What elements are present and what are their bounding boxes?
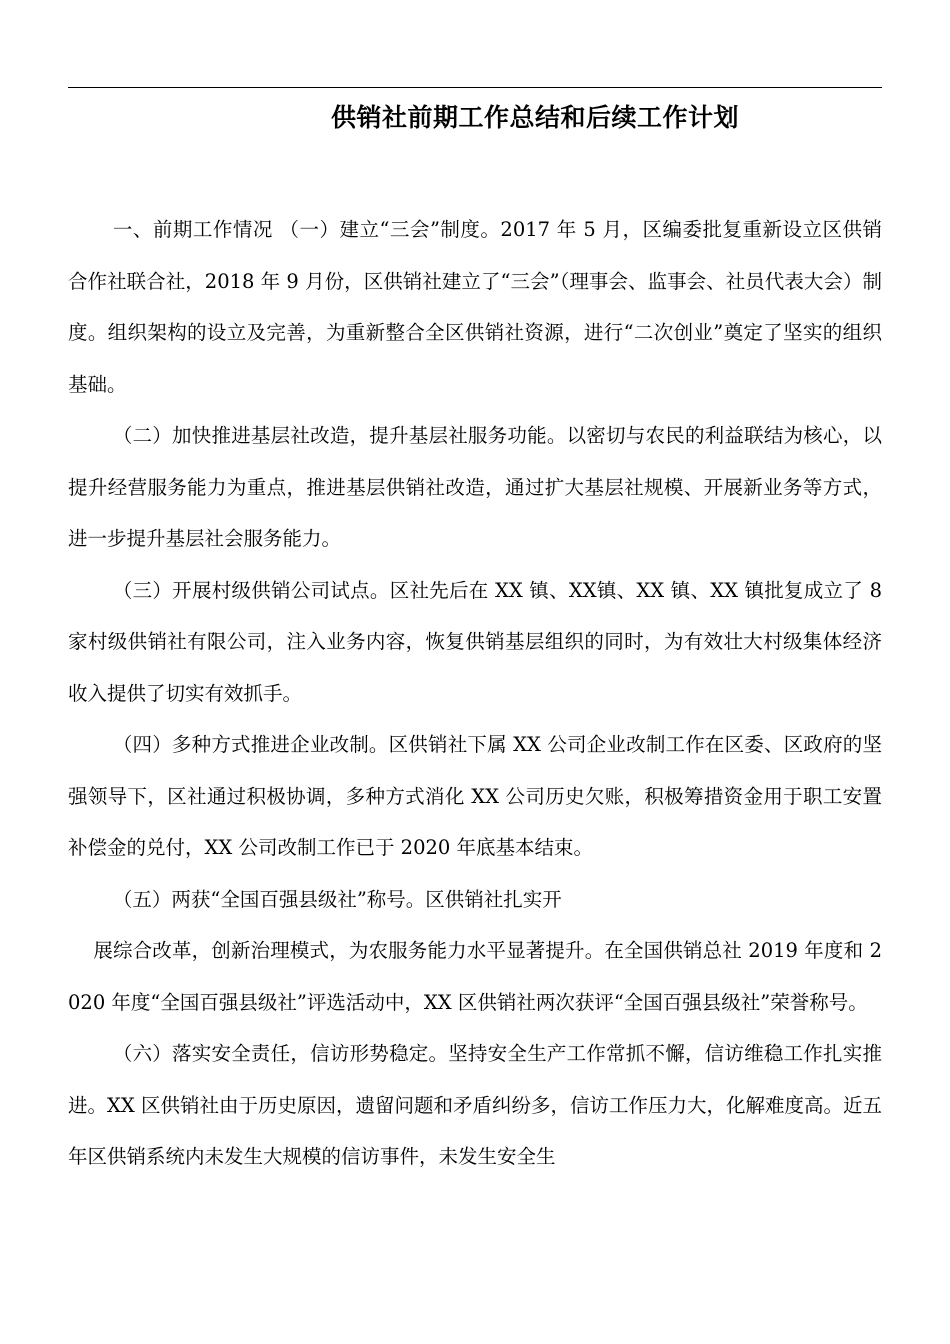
document-title: 供销社前期工作总结和后续工作计划 bbox=[330, 103, 739, 132]
paragraph-3: （三）开展村级供销公司试点。区社先后在 XX 镇、XX镇、XX 镇、XX 镇批复成立了 8 家村级供销社有限公司，注入业务内容，恢复供销基层组织的同时，为有效壮大村级集体经济收入提供了切实有效抓手。 bbox=[68, 578, 882, 705]
paragraph-2: （二）加快推进基层社改造，提升基层社服务功能。以密切与农民的利益联结为核心，以提升经营服务能力为重点，推进基层供销社改造，通过扩大基层社规模、开展新业务等方式，进一步提升基层社会服务能力。 bbox=[68, 424, 882, 550]
document-body bbox=[68, 204, 882, 1183]
paragraph-5: （五）两获“全国百强县级社”称号。区供销社扎实开 bbox=[112, 887, 562, 911]
paragraph-7: （六）落实安全责任，信访形势稳定。坚持安全生产工作常抓不懈，信访维稳工作扎实推进。XX 区供销社由于历史原因，遗留问题和矛盾纠纷多，信访工作压力大，化解难度高。近五年区供销系统内未发生大规模的信访事件，未发生安全生 bbox=[68, 1042, 882, 1168]
header-rule bbox=[68, 87, 882, 88]
paragraph-4: （四）多种方式推进企业改制。区供销社下属 XX 公司企业改制工作在区委、区政府的坚强领导下，区社通过积极协调，多种方式消化 XX 公司历史欠账，积极筹措资金用于职工安置补偿金的兑付，XX 公司改制工作已于 2020 年底基本结束。 bbox=[68, 733, 882, 859]
paragraph-6: 展综合改革，创新治理模式，为农服务能力水平显著提升。在全国供销总社 2019 年度和 2020 年度“全国百强县级社”评选活动中，XX 区供销社两次获评“全国百强县级社”荣誉称号。 bbox=[68, 939, 882, 1014]
paragraph-1: 一、前期工作情况 （一）建立“三会”制度。2017 年 5 月，区编委批复重新设立区供销合作社联合社，2018 年 9 月份，区供销社建立了“三会”（理事会、监事会、社员代表大会）制度。组织架构的设立及完善，为重新整合全区供销社资源，进行“二次创业”奠定了坚实的组织基础。 bbox=[68, 218, 882, 396]
